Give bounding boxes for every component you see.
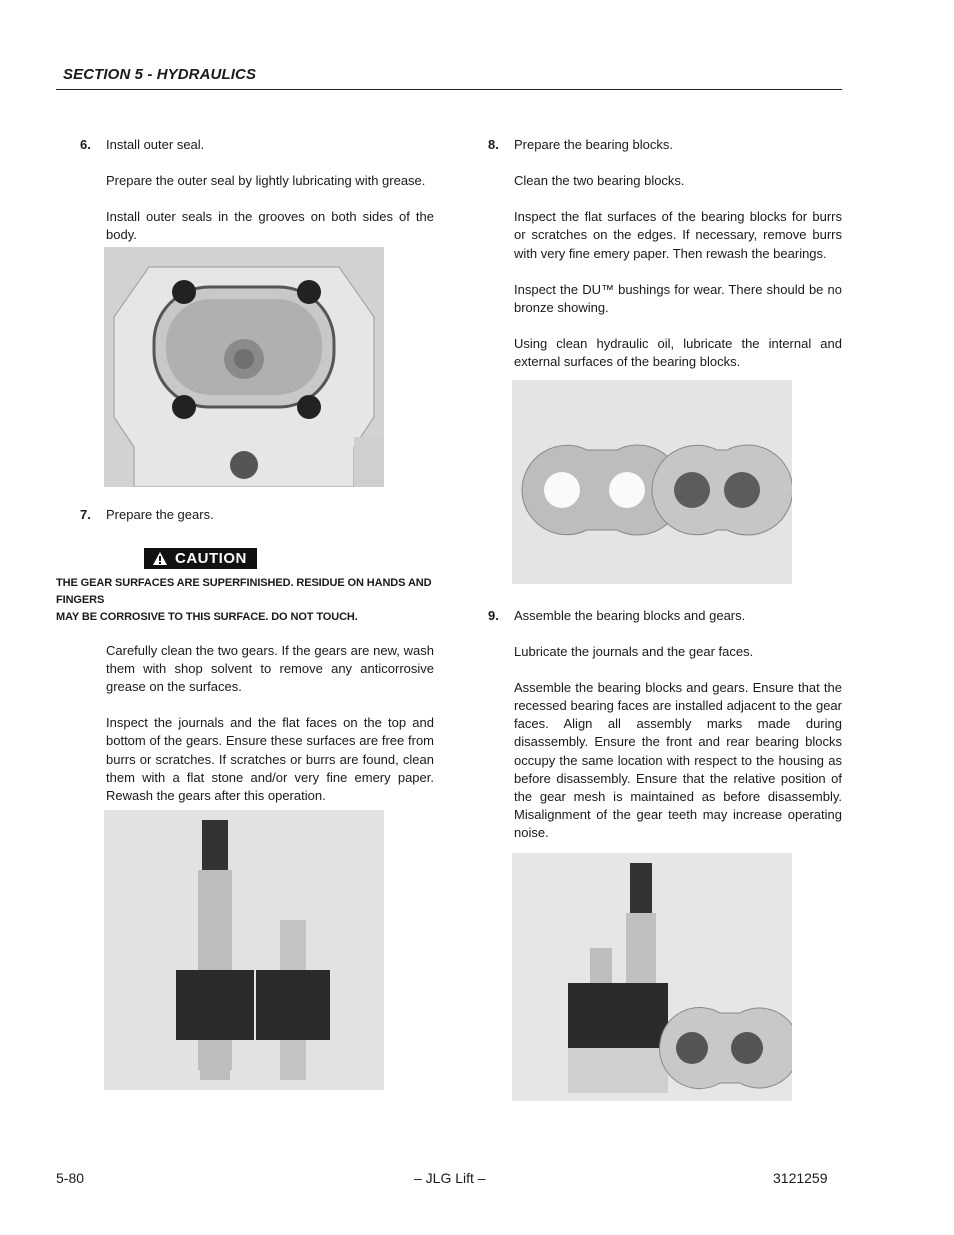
bearing-blocks-illustration: [512, 380, 792, 584]
gears-photo: [104, 810, 384, 1090]
gears-illustration: [104, 810, 384, 1090]
footer-doc-number: 3121259: [773, 1170, 828, 1186]
caution-line: THE GEAR SURFACES ARE SUPERFINISHED. RESIDUE ON HANDS AND FINGERS: [56, 576, 432, 606]
step-number: 9.: [488, 607, 499, 623]
bearing-blocks-photo: [512, 380, 792, 584]
step-paragraph: Using clean hydraulic oil, lubricate the internal and external surfaces of the bearing blocks.: [514, 336, 842, 370]
step-paragraph: Clean the two bearing blocks.: [514, 173, 685, 188]
step-number: 6.: [80, 137, 91, 152]
step-6: [56, 136, 434, 245]
pump-body-illustration: [104, 247, 384, 487]
step-paragraph: Install outer seals in the grooves on both sides of the body.: [106, 209, 434, 243]
step-title: Prepare the gears.: [106, 506, 214, 522]
step-title: Install outer seal.: [106, 137, 205, 152]
step-paragraph: Inspect the journals and the flat faces on the top and bottom of the gears. Ensure these surfaces are free from burrs or scratches. If scratches or burrs are found, clean them with a flat stone and/or very fine emery paper. Rewash the gears after this operation.: [106, 715, 434, 804]
step-9: [464, 607, 842, 843]
step-7-body: [56, 642, 434, 806]
step-8: [464, 136, 842, 372]
left-column: [56, 136, 434, 1090]
step-paragraph: Carefully clean the two gears. If the gears are new, wash them with shop solvent to remove any anticorrosive grease on the surfaces.: [106, 642, 434, 695]
footer-page-number: 5-80: [56, 1170, 85, 1186]
right-column: [464, 136, 842, 1101]
warning-triangle-icon: [152, 551, 168, 566]
caution-box: [56, 548, 434, 626]
outer-seal-photo: [104, 247, 384, 487]
assembly-photo: [512, 853, 792, 1101]
step-7: [56, 506, 434, 524]
step-title: Prepare the bearing blocks.: [514, 137, 673, 152]
caution-text: [56, 575, 434, 626]
step-paragraph: Lubricate the journals and the gear faces.: [514, 643, 754, 659]
step-paragraph: Inspect the DU™ bushings for wear. There should be no bronze showing.: [514, 281, 842, 316]
step-paragraph: Assemble the bearing blocks and gears. Ensure that the recessed bearing faces are installed adjacent to the gear faces. Align all assembly marks made during disassembly. Ensure the front and rear bearing blocks occupy the same location with respect to the housing as before disassembly. Ensure that the relative position of the gear mesh is maintained as before disassembly. Misalignment of the gear teeth may increase operating noise.: [514, 679, 842, 841]
caution-badge: [144, 548, 257, 569]
step-paragraph: Prepare the outer seal by lightly lubricating with grease.: [106, 173, 426, 188]
step-number: 7.: [80, 506, 91, 522]
assembly-illustration: [512, 853, 792, 1101]
footer-center: – JLG Lift –: [414, 1170, 486, 1186]
caution-label: CAUTION: [175, 549, 247, 567]
caution-line: MAY BE CORROSIVE TO THIS SURFACE. DO NOT TOUCH.: [56, 610, 358, 623]
section-title: SECTION 5 - HYDRAULICS: [63, 66, 257, 83]
step-title: Assemble the bearing blocks and gears.: [514, 607, 746, 623]
header-rule: [56, 89, 842, 90]
step-paragraph: Inspect the flat surfaces of the bearing blocks for burrs or scratches on the edges. If necessary, remove burrs with very fine emery paper. Then rewash the bearings.: [514, 209, 842, 261]
step-number: 8.: [488, 137, 499, 152]
